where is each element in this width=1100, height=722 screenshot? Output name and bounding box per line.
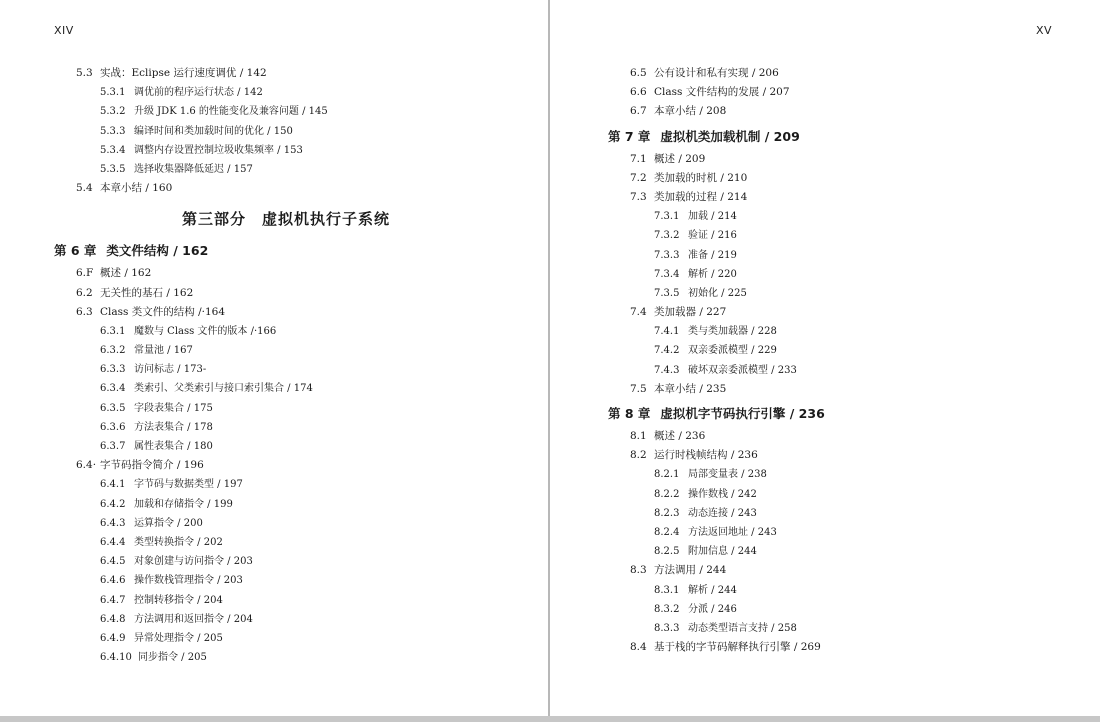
chapter-number: 第 8 章	[608, 406, 651, 421]
entry-title: Class 类文件的结构 /·164	[100, 305, 226, 318]
entry-number: 7.3	[630, 190, 647, 203]
entry-number: 6.4.6	[100, 575, 126, 587]
toc-subsection-entry	[550, 581, 1100, 600]
entry-number: 6.4.3	[100, 517, 126, 529]
entry-title: 类型转换指令 / 202	[134, 536, 223, 548]
toc-subsection-entry	[0, 591, 548, 610]
entry-title: 本章小结 / 208	[654, 105, 727, 118]
entry-number: 5.3.5	[100, 163, 126, 175]
entry-title: 常量池 / 167	[134, 345, 193, 357]
entry-number: 8.3.3	[654, 622, 680, 634]
entry-number: 8.2.3	[654, 507, 680, 519]
entry-title: 准备 / 219	[688, 249, 737, 261]
entry-number: 6.3.6	[100, 421, 126, 433]
entry-title: 升级 JDK 1.6 的性能变化及兼容问题 / 145	[134, 106, 328, 118]
entry-number: 7.4.2	[654, 345, 680, 357]
toc-subsection-entry	[0, 102, 548, 121]
entry-number: 6.3.2	[100, 345, 126, 357]
entry-title: 编译时间和类加载时间的优化 / 150	[134, 125, 293, 137]
toc-subsection-entry	[550, 504, 1100, 523]
entry-number: 6.5	[630, 67, 647, 79]
toc-section-entry	[550, 188, 1100, 207]
left-page	[0, 0, 548, 716]
entry-number: 7.5	[630, 382, 647, 395]
entry-number: 6.4.5	[100, 556, 126, 568]
entry-number: 8.1	[630, 430, 647, 442]
chapter-number: 第 7 章	[608, 128, 651, 144]
entry-number: 7.3.2	[654, 230, 680, 242]
toc-section-entry	[550, 169, 1100, 188]
entry-number: 6.6	[630, 86, 647, 99]
entry-title: 公有设计和私有实现 / 206	[654, 67, 779, 79]
toc-subsection-entry	[550, 485, 1100, 504]
entry-number: 6.2	[76, 286, 93, 299]
entry-title: 方法表集合 / 178	[134, 421, 213, 433]
toc-subsection-entry	[0, 122, 548, 141]
entry-number: 8.3	[630, 564, 647, 577]
entry-number: 8.3.1	[654, 584, 680, 596]
entry-number: 7.4.1	[654, 326, 680, 338]
entry-title: 方法返回地址 / 243	[688, 526, 777, 538]
entry-title: 动态连接 / 243	[688, 507, 757, 519]
entry-number: 7.3.4	[654, 268, 680, 280]
toc-section-entry	[0, 284, 548, 303]
toc-subsection-entry	[0, 399, 548, 418]
chapter-number: 第 6 章	[54, 243, 97, 259]
entry-title: 双亲委派模型 / 229	[688, 345, 777, 357]
entry-title: 调优前的程序运行状态 / 142	[134, 87, 263, 99]
entry-title: 类与类加载器 / 228	[688, 326, 777, 338]
toc-subsection-entry	[550, 619, 1100, 638]
entry-number: 7.1	[630, 152, 647, 165]
right-page	[550, 0, 1100, 716]
entry-number: 8.4	[630, 641, 647, 654]
toc-subsection-entry	[550, 600, 1100, 619]
entry-number: 6.4.7	[100, 594, 126, 606]
entry-number: 7.4	[630, 306, 647, 319]
entry-number: 8.2.5	[654, 546, 680, 558]
toc-subsection-entry	[550, 542, 1100, 561]
entry-title: 类加载的过程 / 214	[654, 190, 748, 203]
toc-section-entry	[550, 150, 1100, 169]
entry-title: 属性表集合 / 180	[134, 441, 213, 452]
toc-subsection-entry	[550, 246, 1100, 265]
entry-number: 6.3.4	[100, 383, 126, 395]
toc-subsection-entry	[0, 610, 548, 629]
entry-title: Class 文件结构的发展 / 207	[654, 86, 790, 99]
toc-subsection-entry	[0, 341, 548, 360]
page-number: XIV	[54, 24, 74, 37]
entry-title: 调整内存设置控制垃圾收集频率 / 153	[134, 144, 303, 156]
entry-number: 8.2.1	[654, 469, 680, 481]
toc-subsection-entry	[0, 648, 548, 667]
entry-title: 对象创建与访问指令 / 203	[134, 556, 253, 568]
entry-title: 字段表集合 / 175	[134, 402, 213, 414]
toc-subsection-entry	[0, 475, 548, 494]
entry-title: 操作数栈管理指令 / 203	[134, 575, 243, 587]
toc-subsection-entry	[550, 341, 1100, 360]
entry-title: 概述 / 209	[654, 152, 706, 165]
part-title: 第三部分 虚拟机执行子系统	[181, 210, 390, 229]
toc-section-entry	[550, 64, 1100, 83]
entry-number: 6.3.5	[100, 402, 126, 414]
entry-title: 基于栈的字节码解释执行引擎 / 269	[654, 641, 821, 654]
toc-subsection-entry	[0, 629, 548, 648]
chapter-heading	[550, 401, 1100, 427]
entry-title: 概述 / 162	[100, 267, 152, 280]
toc-subsection-entry	[0, 83, 548, 102]
entry-title: 概述 / 236	[654, 430, 706, 442]
toc-section-entry	[0, 303, 548, 322]
toc-subsection-entry	[0, 160, 548, 179]
entry-number: 6.4.10	[100, 652, 132, 664]
entry-number: 6.3	[76, 305, 93, 318]
entry-number: 5.3.1	[100, 87, 126, 99]
entry-title: 运行时栈帧结构 / 236	[654, 449, 758, 462]
entry-number: 5.3.4	[100, 144, 126, 156]
entry-title: 本章小结 / 235	[654, 382, 727, 395]
entry-title: 字节码与数据类型 / 197	[134, 479, 243, 491]
toc-section-entry	[550, 427, 1100, 446]
entry-title: 控制转移指令 / 204	[134, 594, 223, 606]
toc-section-entry	[550, 83, 1100, 102]
toc-subsection-entry	[0, 495, 548, 514]
entry-title: 类索引、父类索引与接口索引集合 / 174	[134, 383, 313, 395]
entry-title: 方法调用 / 244	[654, 564, 727, 577]
entry-number: 6.3.7	[100, 441, 126, 452]
toc-section-entry	[0, 456, 548, 475]
toc-section-entry	[0, 264, 548, 283]
entry-title: 类加载的时机 / 210	[654, 171, 748, 184]
chapter-heading	[550, 124, 1100, 150]
toc-subsection-entry	[0, 437, 548, 456]
entry-number: 6.4·	[76, 459, 97, 472]
entry-title: 同步指令 / 205	[138, 652, 207, 664]
entry-number: 8.2.4	[654, 526, 680, 538]
entry-title: 类加载器 / 227	[654, 306, 727, 319]
toc-subsection-entry	[550, 523, 1100, 542]
toc-subsection-entry	[550, 465, 1100, 484]
toc-list	[550, 64, 1100, 657]
entry-number: 7.3.5	[654, 287, 680, 299]
entry-title: 本章小结 / 160	[100, 182, 173, 195]
page-edge-shadow	[0, 716, 1100, 722]
toc-subsection-entry	[0, 418, 548, 437]
entry-title: 分派 / 246	[688, 603, 737, 615]
toc-subsection-entry	[550, 284, 1100, 303]
entry-number: 5.4	[76, 182, 93, 195]
toc-section-entry	[0, 179, 548, 198]
entry-title: 解析 / 220	[688, 268, 737, 280]
chapter-heading	[0, 238, 548, 264]
entry-title: 操作数栈 / 242	[688, 488, 757, 500]
chapter-title: 虚拟机字节码执行引擎 / 236	[660, 406, 825, 421]
entry-title: 访问标志 / 173-	[134, 364, 207, 376]
toc-list	[0, 64, 548, 667]
entry-number: 6.3.1	[100, 325, 126, 337]
entry-title: 附加信息 / 244	[688, 546, 757, 558]
entry-number: 5.3.2	[100, 106, 126, 118]
chapter-title: 虚拟机类加载机制 / 209	[660, 128, 800, 144]
toc-subsection-entry	[550, 322, 1100, 341]
toc-subsection-entry	[0, 360, 548, 379]
toc-subsection-entry	[0, 533, 548, 552]
chapter-title: 类文件结构 / 162	[106, 243, 209, 259]
toc-subsection-entry	[0, 552, 548, 571]
entry-number: 7.4.3	[654, 364, 680, 376]
entry-number: 6.4.2	[100, 498, 126, 510]
entry-title: 局部变量表 / 238	[688, 469, 767, 481]
entry-title: 无关性的基石 / 162	[100, 286, 194, 299]
entry-title: 异常处理指令 / 205	[134, 632, 223, 644]
toc-subsection-entry	[0, 571, 548, 590]
entry-number: 6.4.8	[100, 613, 126, 625]
entry-number: 8.3.2	[654, 603, 680, 615]
entry-number: 5.3	[76, 67, 93, 79]
entry-title: 运算指令 / 200	[134, 517, 203, 529]
toc-section-entry	[550, 561, 1100, 580]
toc-subsection-entry	[550, 207, 1100, 226]
toc-subsection-entry	[0, 322, 548, 341]
entry-title: 选择收集器降低延迟 / 157	[134, 163, 253, 175]
entry-title: 魔数与 Class 文件的版本 /·166	[134, 325, 277, 337]
toc-subsection-entry	[550, 226, 1100, 245]
entry-title: 加载和存储指令 / 199	[134, 498, 233, 510]
entry-number: 8.2	[630, 449, 647, 462]
toc-subsection-entry	[0, 379, 548, 398]
entry-title: 破坏双亲委派模型 / 233	[688, 364, 797, 376]
toc-section-entry	[550, 102, 1100, 121]
toc-section-entry	[550, 380, 1100, 399]
toc-section-entry	[550, 446, 1100, 465]
entry-number: 7.3.3	[654, 249, 680, 261]
entry-number: 6.F	[76, 267, 94, 280]
toc-section-entry	[0, 64, 548, 83]
entry-number: 6.4.1	[100, 479, 126, 491]
toc-subsection-entry	[0, 514, 548, 533]
toc-subsection-entry	[550, 265, 1100, 284]
toc-subsection-entry	[0, 141, 548, 160]
entry-title: 验证 / 216	[688, 230, 737, 242]
entry-title: 动态类型语言支持 / 258	[688, 622, 797, 634]
entry-number: 7.2	[630, 171, 647, 184]
entry-number: 7.3.1	[654, 211, 680, 223]
entry-number: 6.4.4	[100, 536, 126, 548]
entry-number: 6.7	[630, 105, 647, 118]
toc-section-entry	[550, 638, 1100, 657]
entry-title: 加载 / 214	[688, 211, 737, 223]
entry-title: 解析 / 244	[688, 584, 737, 596]
entry-number: 5.3.3	[100, 125, 126, 137]
toc-section-entry	[550, 303, 1100, 322]
entry-number: 8.2.2	[654, 488, 680, 500]
entry-number: 6.4.9	[100, 632, 126, 644]
entry-title: 初始化 / 225	[688, 287, 747, 299]
entry-number: 6.3.3	[100, 364, 126, 376]
entry-title: 字节码指令简介 / 196	[100, 459, 204, 472]
entry-title: 实战：Eclipse 运行速度调优 / 142	[100, 67, 267, 79]
page-number: XV	[1035, 24, 1052, 37]
entry-title: 方法调用和返回指令 / 204	[134, 613, 253, 625]
toc-subsection-entry	[550, 361, 1100, 380]
